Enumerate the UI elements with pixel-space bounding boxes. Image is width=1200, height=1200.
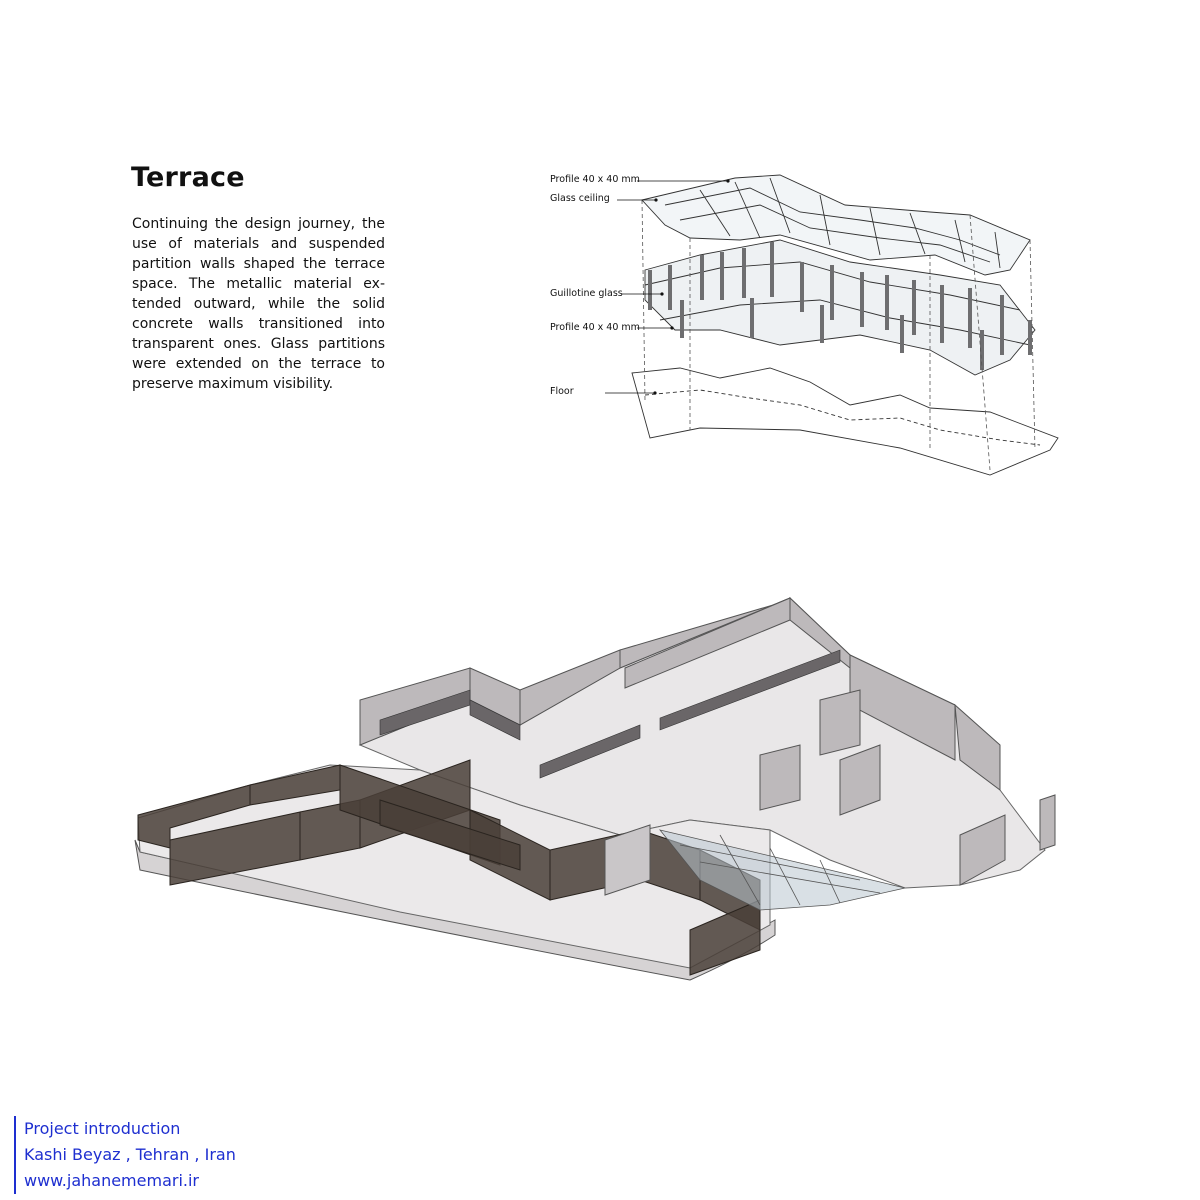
label-profile-bottom: Profile 40 x 40 mm bbox=[550, 322, 640, 333]
label-glass-ceiling: Glass ceiling bbox=[550, 193, 610, 204]
section-description: Continuing the design journey, the use of materials and suspended partition walls shaped the terrace space. The metallic material extended outward, while the solid concrete walls transitioned into transparent ones. Glass partitions were extended on the terrace to preserve maximum visibility. bbox=[132, 216, 385, 392]
label-floor: Floor bbox=[550, 386, 574, 397]
label-profile-top: Profile 40 x 40 mm bbox=[550, 174, 640, 185]
footer-project-intro: Project introduction bbox=[24, 1119, 181, 1138]
label-guillotine-glass: Guillotine glass bbox=[550, 288, 623, 299]
section-title: Terrace bbox=[131, 162, 245, 193]
axonometric-model bbox=[135, 598, 1055, 980]
floor-layer bbox=[632, 368, 1058, 475]
footer-website-link[interactable]: www.jahanememari.ir bbox=[24, 1171, 200, 1190]
exploded-axonometric bbox=[550, 174, 1058, 475]
project-footer bbox=[14, 1116, 236, 1194]
footer-location: Kashi Beyaz , Tehran , Iran bbox=[24, 1145, 236, 1164]
